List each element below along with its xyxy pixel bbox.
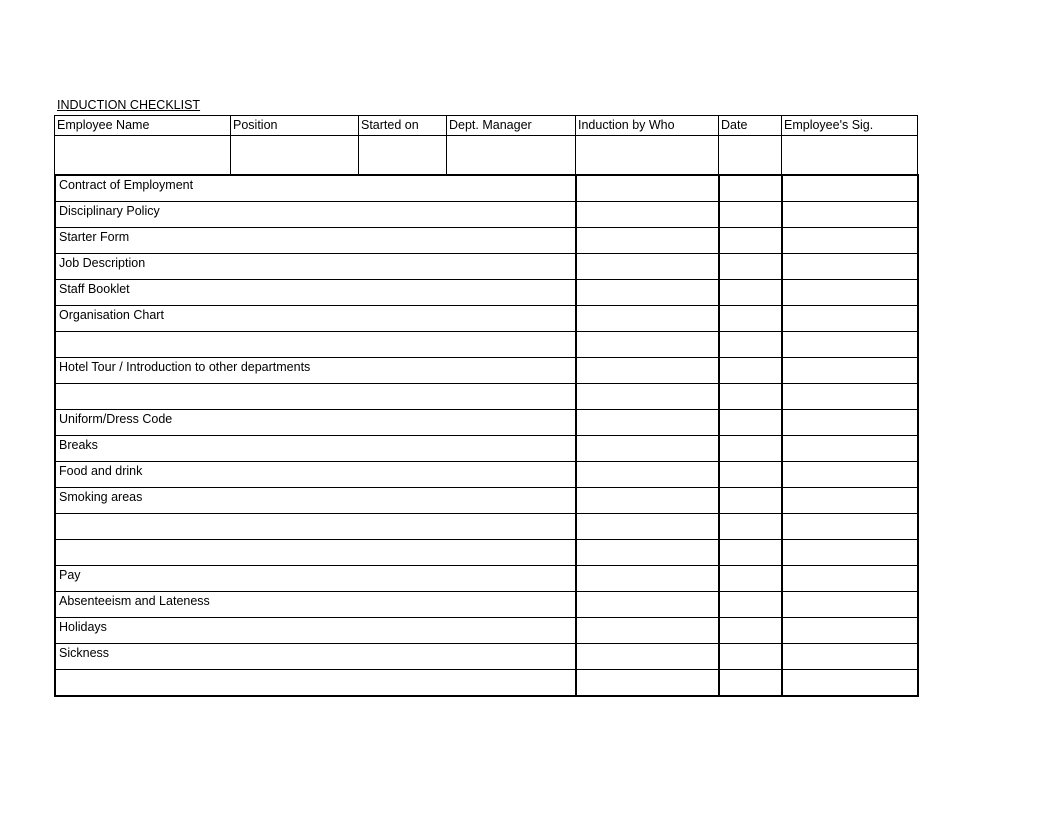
date-cell[interactable] (719, 592, 782, 618)
employee-sig-cell[interactable] (782, 618, 918, 644)
checklist-item-label (55, 332, 576, 358)
employee-sig-cell[interactable] (782, 592, 918, 618)
document-title: INDUCTION CHECKLIST (57, 98, 201, 112)
date-cell[interactable] (719, 618, 782, 644)
position-field[interactable] (231, 136, 359, 175)
date-cell[interactable] (719, 514, 782, 540)
checklist-row (55, 254, 918, 280)
header-employee-sig: Employee's Sig. (782, 116, 918, 136)
induction-by-who-cell[interactable] (576, 202, 719, 228)
header-dept-manager: Dept. Manager (447, 116, 576, 136)
induction-by-who-cell[interactable] (576, 280, 719, 306)
induction-by-who-cell[interactable] (576, 228, 719, 254)
checklist-item-label: Disciplinary Policy (55, 202, 576, 228)
date-cell[interactable] (719, 540, 782, 566)
checklist-item-label: Starter Form (55, 228, 576, 254)
induction-by-who-cell[interactable] (576, 540, 719, 566)
date-field[interactable] (719, 136, 782, 175)
checklist-row (55, 592, 918, 618)
checklist-row (55, 670, 918, 697)
employee-sig-cell[interactable] (782, 228, 918, 254)
checklist-row (55, 175, 918, 202)
header-labels-row (55, 116, 918, 136)
dept-manager-field[interactable] (447, 136, 576, 175)
header-induction-by-who: Induction by Who (576, 116, 719, 136)
checklist-row (55, 228, 918, 254)
date-cell[interactable] (719, 332, 782, 358)
checklist-item-label: Organisation Chart (55, 306, 576, 332)
checklist-item-label: Smoking areas (55, 488, 576, 514)
checklist-row (55, 566, 918, 592)
induction-by-who-cell[interactable] (576, 670, 719, 697)
checklist-row (55, 644, 918, 670)
date-cell[interactable] (719, 306, 782, 332)
date-cell[interactable] (719, 436, 782, 462)
checklist-row (55, 618, 918, 644)
checklist-row (55, 436, 918, 462)
induction-by-who-cell[interactable] (576, 618, 719, 644)
induction-by-who-cell[interactable] (576, 332, 719, 358)
induction-by-who-cell[interactable] (576, 644, 719, 670)
checklist-row (55, 540, 918, 566)
checklist-row (55, 358, 918, 384)
checklist-item-label: Sickness (55, 644, 576, 670)
date-cell[interactable] (719, 384, 782, 410)
date-cell[interactable] (719, 644, 782, 670)
header-date: Date (719, 116, 782, 136)
employee-sig-cell[interactable] (782, 306, 918, 332)
employee-sig-cell[interactable] (782, 566, 918, 592)
employee-sig-cell[interactable] (782, 644, 918, 670)
employee-sig-cell[interactable] (782, 488, 918, 514)
employee-sig-cell[interactable] (782, 436, 918, 462)
checklist-item-label: Breaks (55, 436, 576, 462)
header-employee-name: Employee Name (55, 116, 231, 136)
date-cell[interactable] (719, 670, 782, 697)
employee-sig-cell[interactable] (782, 332, 918, 358)
checklist-item-label: Uniform/Dress Code (55, 410, 576, 436)
employee-sig-cell[interactable] (782, 410, 918, 436)
checklist-item-label: Staff Booklet (55, 280, 576, 306)
induction-by-who-cell[interactable] (576, 254, 719, 280)
induction-by-who-cell[interactable] (576, 488, 719, 514)
checklist-row (55, 410, 918, 436)
checklist-item-label: Food and drink (55, 462, 576, 488)
checklist-row (55, 280, 918, 306)
started-on-field[interactable] (359, 136, 447, 175)
checklist-item-label (55, 514, 576, 540)
induction-by-who-cell[interactable] (576, 175, 719, 202)
checklist-row (55, 202, 918, 228)
checklist-item-label (55, 384, 576, 410)
checklist-item-label (55, 670, 576, 697)
date-cell[interactable] (719, 175, 782, 202)
date-cell[interactable] (719, 280, 782, 306)
induction-checklist-table (54, 174, 919, 697)
checklist-item-label: Contract of Employment (55, 175, 576, 202)
date-cell[interactable] (719, 202, 782, 228)
checklist-item-label: Hotel Tour / Introduction to other departments (55, 358, 576, 384)
checklist-row (55, 462, 918, 488)
employee-sig-cell[interactable] (782, 462, 918, 488)
date-cell[interactable] (719, 410, 782, 436)
employee-sig-cell[interactable] (782, 670, 918, 697)
checklist-item-label: Pay (55, 566, 576, 592)
checklist-row (55, 332, 918, 358)
checklist-row (55, 488, 918, 514)
date-cell[interactable] (719, 254, 782, 280)
employee-sig-field[interactable] (782, 136, 918, 175)
employee-sig-cell[interactable] (782, 202, 918, 228)
checklist-row (55, 514, 918, 540)
employee-sig-cell[interactable] (782, 358, 918, 384)
employee-info-table (54, 115, 918, 175)
checklist-item-label (55, 540, 576, 566)
employee-sig-cell[interactable] (782, 384, 918, 410)
checklist-row (55, 306, 918, 332)
checklist-item-label: Job Description (55, 254, 576, 280)
induction-by-who-cell[interactable] (576, 384, 719, 410)
date-cell[interactable] (719, 566, 782, 592)
employee-sig-cell[interactable] (782, 280, 918, 306)
induction-by-who-cell[interactable] (576, 566, 719, 592)
header-values-row (55, 136, 918, 175)
employee-sig-cell[interactable] (782, 254, 918, 280)
checklist-row (55, 384, 918, 410)
employee-sig-cell[interactable] (782, 540, 918, 566)
employee-sig-cell[interactable] (782, 175, 918, 202)
employee-name-field[interactable] (55, 136, 231, 175)
date-cell[interactable] (719, 228, 782, 254)
induction-by-who-cell[interactable] (576, 514, 719, 540)
induction-by-who-cell[interactable] (576, 436, 719, 462)
date-cell[interactable] (719, 488, 782, 514)
induction-by-who-field[interactable] (576, 136, 719, 175)
induction-by-who-cell[interactable] (576, 592, 719, 618)
induction-by-who-cell[interactable] (576, 410, 719, 436)
induction-by-who-cell[interactable] (576, 462, 719, 488)
induction-by-who-cell[interactable] (576, 306, 719, 332)
header-position: Position (231, 116, 359, 136)
header-started-on: Started on (359, 116, 447, 136)
date-cell[interactable] (719, 462, 782, 488)
checklist-item-label: Absenteeism and Lateness (55, 592, 576, 618)
checklist-item-label: Holidays (55, 618, 576, 644)
induction-by-who-cell[interactable] (576, 358, 719, 384)
date-cell[interactable] (719, 358, 782, 384)
employee-sig-cell[interactable] (782, 514, 918, 540)
